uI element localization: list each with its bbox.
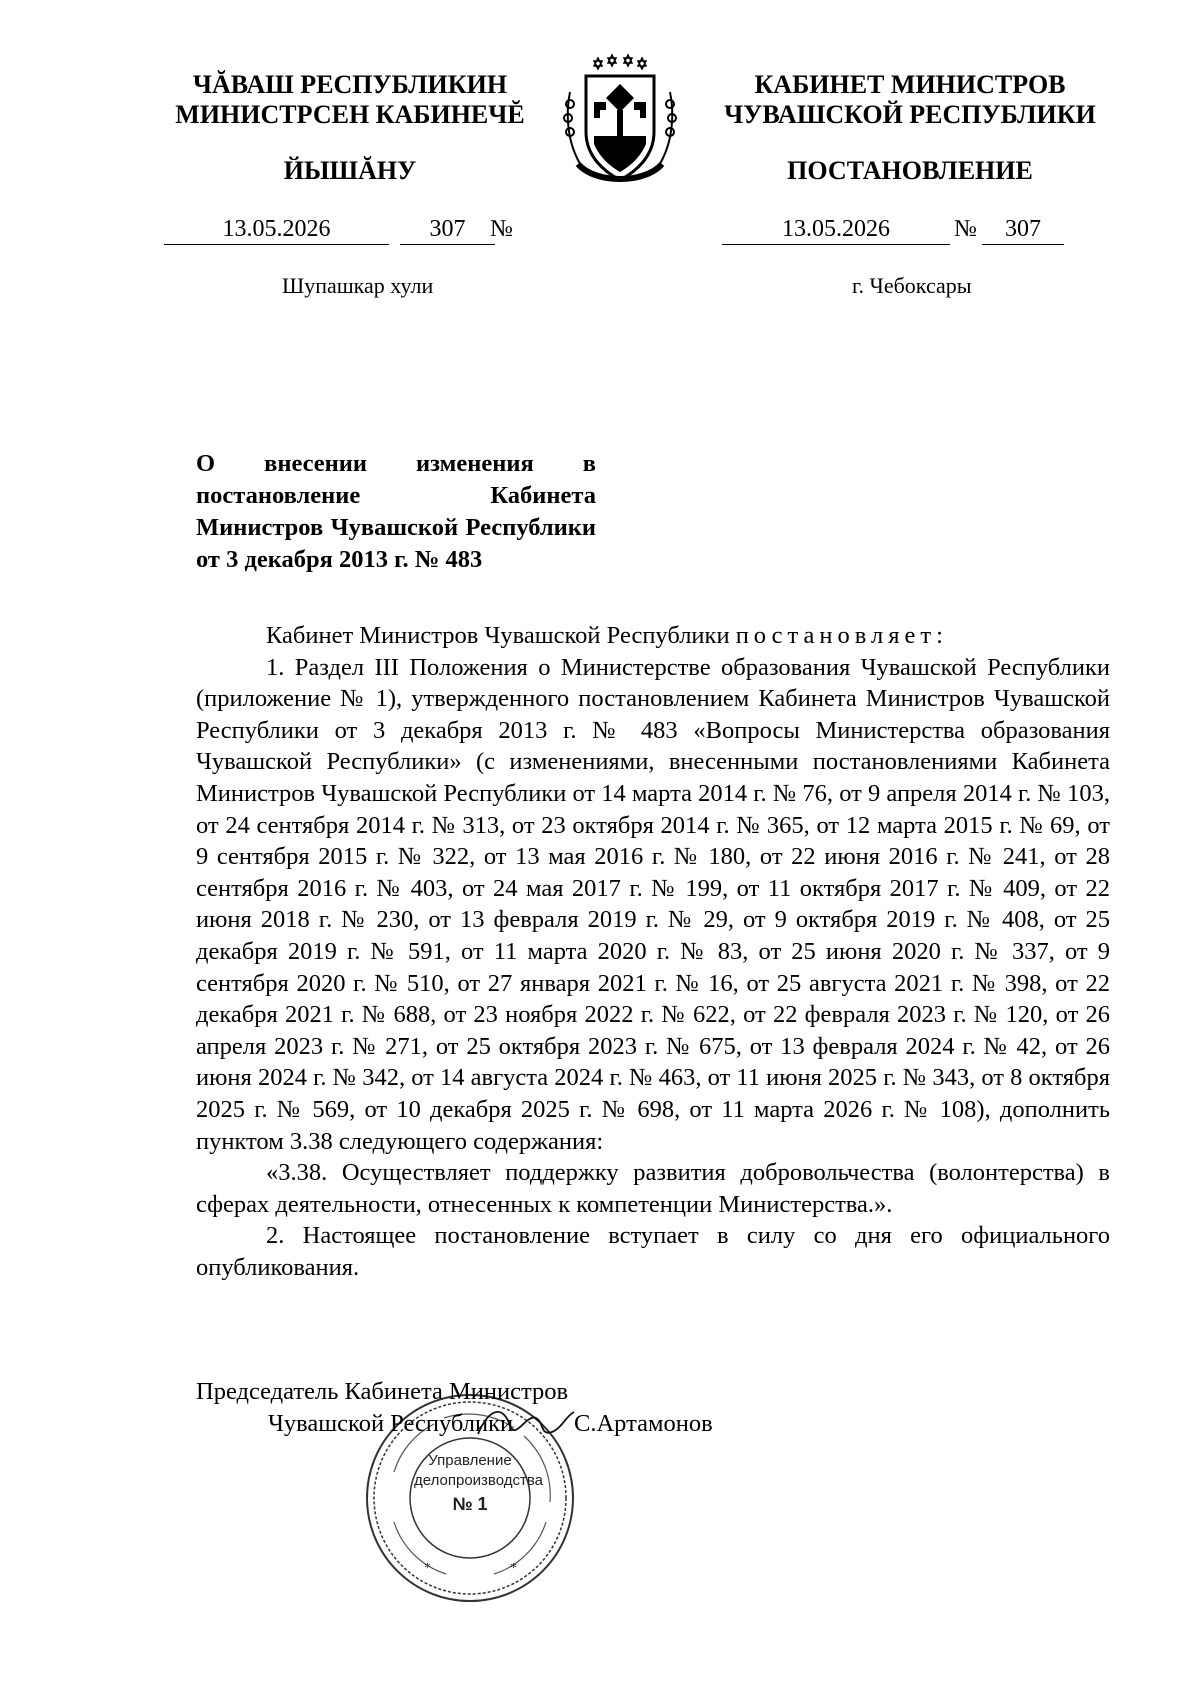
registration-date-left: 13.05.2026 (164, 216, 389, 245)
number-sign-right: № (954, 216, 977, 242)
city-russian: г. Чебоксары (852, 273, 972, 298)
handwritten-signature-icon (470, 1396, 580, 1446)
svg-text:*: * (510, 1561, 517, 1576)
signature-title-line2: Чувашской Республики (268, 1410, 514, 1437)
stamp-line2: делопроизводства (414, 1472, 544, 1489)
doc-type-russian: ПОСТАНОВЛЕНИЕ (787, 156, 1033, 185)
intro-text: Кабинет Министров Чувашской Республики (266, 622, 736, 649)
paragraph-2: 2. Настоящее постановление вступает в силу со дня его официального опубликования. (196, 1222, 1110, 1281)
signature-name: С.Артамонов (574, 1410, 713, 1437)
registration-left (150, 216, 550, 246)
header-russian-title (700, 70, 1120, 130)
intro-verb: постановляет: (735, 622, 948, 649)
header-chuvash-title (150, 70, 550, 130)
paragraph-1-quote: «3.38. Осуществляет поддержку развития добровольчества (волонтерства) в сферах деятельности, отнесенных к компетенции Министерства.». (196, 1159, 1110, 1218)
document-body (196, 620, 1110, 1283)
header-chuvash-line1: ЧĂВАШ РЕСПУБЛИКИН (192, 70, 508, 99)
header-chuvash-line2: МИНИСТРСЕН КАБИНЕЧĔ (175, 100, 525, 129)
signature-title-line1: Председатель Кабинета Министров (196, 1378, 569, 1405)
header-russian-line1: КАБИНЕТ МИНИСТРОВ (754, 70, 1066, 99)
doc-type-chuvash: ЙЫШĂНУ (283, 156, 417, 185)
intro-paragraph (196, 620, 1110, 652)
svg-text:*: * (424, 1561, 431, 1576)
registration-number-right: 307 (982, 216, 1064, 245)
chuvash-coat-of-arms-icon (560, 52, 680, 192)
stamp-line3: № 1 (452, 1494, 488, 1514)
stamp-line1: Управление (428, 1452, 512, 1469)
registration-date-right: 13.05.2026 (722, 216, 950, 245)
paragraph-1: 1. Раздел III Положения о Министерстве образования Чувашской Республики (приложение № 1), утвержденного постановлением Кабинета Министров Чувашской Республики от 3 декабря 2013 г. № 483 «Вопросы Министерства образования Чувашской Республики» (с изменениями, внесенными постановлениями Кабинета Министров Чувашской Республики от 14 марта 2014 г. № 76, от 9 апреля 2014 г. № 103, от 24 сентября 2014 г. № 313, от 23 октября 2014 г. № 365, от 12 марта 2015 г. № 69, от 9 сентября 2015 г. № 322, от 13 мая 2016 г. № 180, от 22 июня 2016 г. № 241, от 28 сентября 2016 г. № 403, от 24 мая 2017 г. № 199, от 11 октября 2017 г. № 409, от 22 июня 2018 г. № 230, от 13 февраля 2019 г. № 29, от 9 октября 2019 г. № 408, от 25 декабря 2019 г. № 591, от 11 марта 2020 г. № 83, от 25 июня 2020 г. № 337, от 9 сентября 2020 г. № 510, от 27 января 2021 г. № 16, от 25 августа 2021 г. № 398, от 22 декабря 2021 г. № 688, от 23 ноября 2022 г. № 622, от 22 февраля 2023 г. № 120, от 26 апреля 2023 г. № 271, от 25 октября 2023 г. № 675, от 13 февраля 2024 г. № 42, от 26 июня 2024 г. № 342, от 14 августа 2024 г. № 463, от 11 июня 2025 г. № 343, от 8 октября 2025 г. № 569, от 10 декабря 2025 г. № 698, от 11 марта 2026 г. № 108), дополнить пунктом 3.38 следующего содержания: (196, 653, 1110, 1155)
city-chuvash: Шупашкар хули (282, 273, 434, 298)
registration-number-left: 307 (400, 216, 495, 245)
number-sign-left: № (490, 216, 513, 242)
header-russian-line2: ЧУВАШСКОЙ РЕСПУБЛИКИ (724, 100, 1096, 129)
registration-right (700, 216, 1120, 246)
document-subject: О внесении изменения в постановление Кабинета Министров Чувашской Республики от 3 декабря 2013 г. № 483 (196, 450, 596, 573)
